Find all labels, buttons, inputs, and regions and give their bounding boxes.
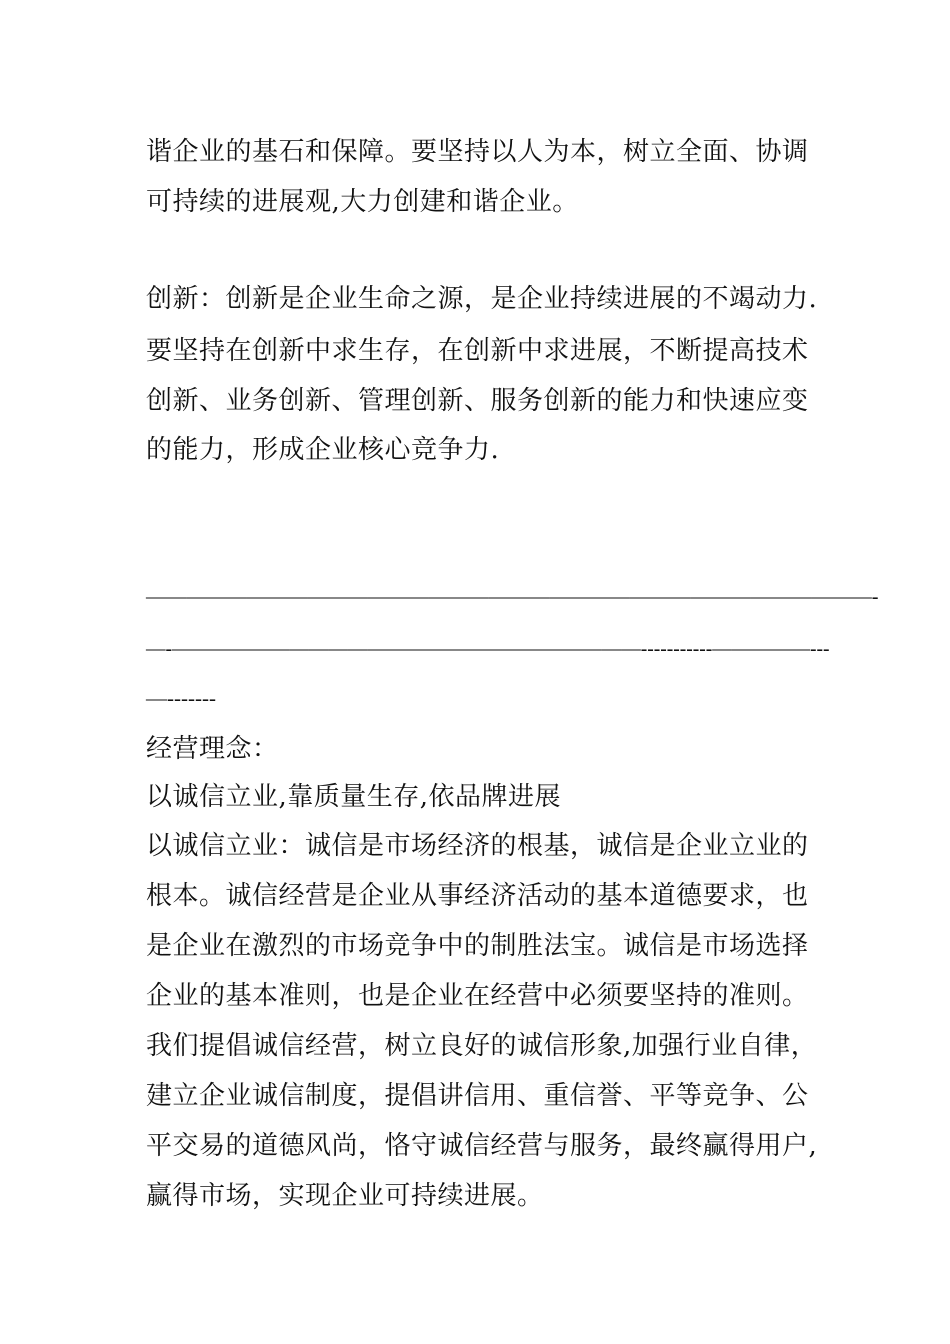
text-line: 创新：创新是企业生命之源，是企业持续进展的不竭动力. (146, 284, 818, 314)
text-line: 以诚信立业：诚信是市场经济的根基，诚信是企业立业的 (146, 831, 809, 861)
text-line: 可持续的进展观,大力创建和谐企业。 (146, 187, 579, 217)
motto: 以诚信立业,靠质量生存,依品牌进展 (146, 782, 562, 812)
text-line: 要坚持在创新中求生存，在创新中求进展，不断提高技术 (146, 336, 809, 366)
text-line: 是企业在激烈的市场竞争中的制胜法宝。诚信是市场选择 (146, 931, 809, 961)
separator-line: —------- (146, 686, 216, 710)
text-line: 谐企业的基石和保障。要坚持以人为本，树立全面、协调 (146, 137, 809, 167)
text-line: 我们提倡诚信经营，树立良好的诚信形象,加强行业自律， (146, 1031, 818, 1061)
text-line: 的能力，形成企业核心竞争力. (146, 435, 500, 465)
text-line: 根本。诚信经营是企业从事经济活动的基本道德要求，也 (146, 881, 809, 911)
text-line: 建立企业诚信制度，提倡讲信用、重信誉、平等竞争、公 (146, 1081, 809, 1111)
text-line: 创新、业务创新、管理创新、服务创新的能力和快速应变 (146, 386, 809, 416)
section-heading: 经营理念： (146, 734, 279, 764)
separator-line: —-————————————————————————-----------—————--- (146, 636, 830, 660)
text-line: 赢得市场，实现企业可持续进展。 (146, 1181, 544, 1211)
text-line: 企业的基本准则，也是企业在经营中必须要坚持的准则。 (146, 981, 809, 1011)
text-line: 平交易的道德风尚，恪守诚信经营与服务，最终赢得用户, (146, 1131, 818, 1161)
separator-line: ————————————————————————————————————- (146, 584, 879, 608)
